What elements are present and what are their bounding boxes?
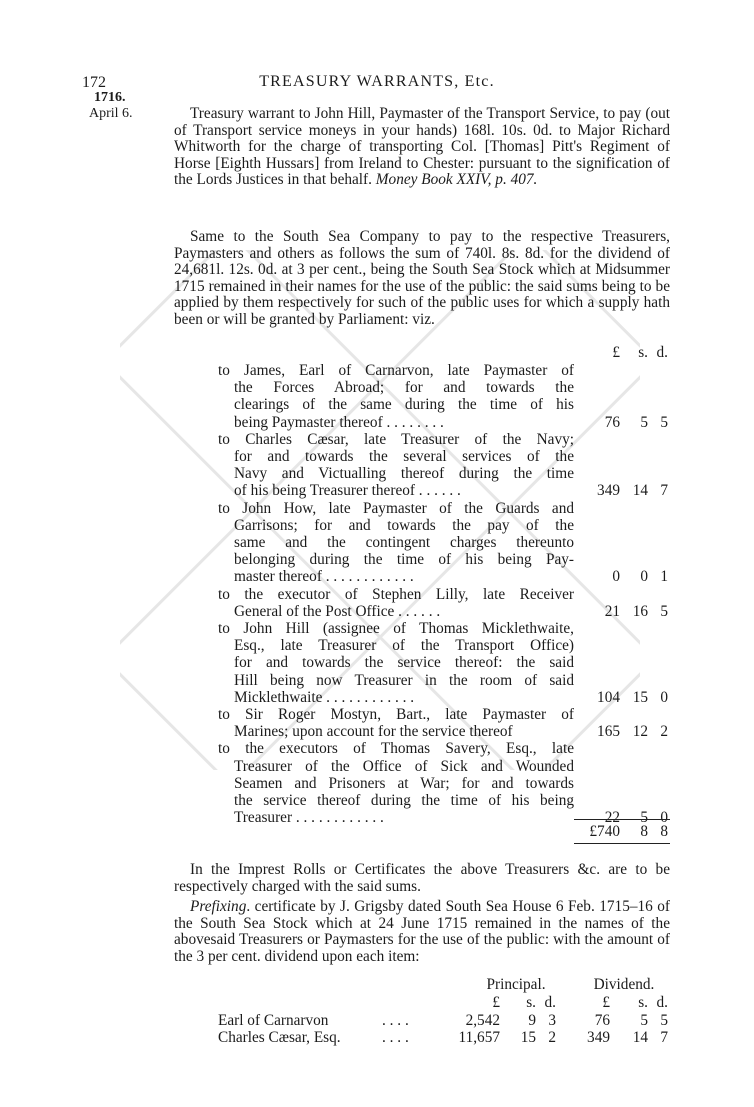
account-item-line: of his being Treasurer thereof . . . . . . — [234, 482, 461, 500]
account-item-line: clearings of the same during the time of his — [234, 396, 574, 414]
account-item-pence: 5 — [660, 602, 668, 620]
account-item-line: same and the contingent charges thereunto — [234, 534, 574, 551]
prefixing-lead: Prefixing — [190, 898, 247, 915]
account-item-line: to John How, late Paymaster of the Guards and — [218, 499, 574, 517]
account-item-line: to Charles Cæsar, late Treasurer of the Navy; — [218, 430, 574, 448]
account-item-line: to Sir Roger Mostyn, Bart., late Paymaster of — [218, 706, 574, 723]
account-item-shilling: 15 — [632, 688, 648, 706]
pence-column-header: d. — [656, 344, 668, 361]
account-item-pence: 0 — [660, 809, 668, 827]
account-item-line: for and towards the several services of the — [234, 448, 574, 465]
principal-shilling-unit: s. — [526, 994, 536, 1011]
account-item-line: Garrisons; for and towards the pay of the — [234, 516, 574, 534]
dividend-shilling-unit: s. — [638, 994, 648, 1011]
margin-date: April 6. — [89, 106, 133, 121]
account-item-line: to John Hill (assignee of Thomas Micklethwaite, — [218, 620, 574, 637]
account-item-line: to the executors of Thomas Savery, Esq., late — [218, 740, 574, 758]
account-item-pence: 2 — [660, 723, 668, 741]
prefixing-paragraph — [174, 899, 670, 965]
dividend-pound-unit: £ — [602, 994, 610, 1011]
margin-year: 1716. — [94, 90, 126, 105]
account-item-line: Marines; upon account for the service thereof — [234, 723, 513, 741]
account-item-pound: 165 — [597, 723, 620, 741]
prefixing-text: . certificate by J. Grigsby dated South Sea House 6 Feb. 1715–16 of the South Sea Stock which at 24 June 1715 remained in the names of the abovesaid Treasurers or Paymasters for the use of the public: with the amount of the 3 per cent. dividend upon each item: — [174, 898, 670, 965]
account-item-shilling: 0 — [640, 568, 648, 586]
south-sea-paragraph: Same to the South Sea Company to pay to the respective Treasurers, Paymasters and others as follows the sum of 740l. 8s. 8d. for the dividend of 24,681l. 12s. 0d. at 3 per cent., being the South Sea Stock which at Midsummer 1715 remained in their names for the use of the public: the said sums being to be applied by them respectively for such of the public uses for which a supply hath been or will be granted by Parliament: viz. — [174, 228, 670, 328]
account-item-line: being Paymaster thereof . . . . . . . . — [234, 413, 444, 431]
account-item-line: Micklethwaite . . . . . . . . . . . . — [234, 688, 415, 706]
principal-header: Principal. — [486, 976, 546, 993]
dividend-account — [218, 344, 670, 844]
certificate-row-leader-dots: . . . . — [382, 1029, 409, 1046]
account-item-line: Seamen and Prisoners at War; for and towards — [234, 774, 574, 792]
dividend-header: Dividend. — [593, 976, 655, 993]
account-item-pence: 0 — [660, 688, 668, 706]
account-item-text — [218, 431, 574, 500]
account-item-shilling: 16 — [632, 602, 648, 620]
certificate-row-leader-dots: . . . . — [382, 1012, 409, 1029]
total-rule-top — [574, 819, 670, 820]
account-item-shilling: 5 — [640, 809, 648, 827]
principal-pence-unit: d. — [544, 994, 556, 1011]
certificate-row-d-shilling: 14 — [632, 1029, 648, 1046]
certificate-row-p-pence: 3 — [548, 1012, 556, 1029]
account-item-line: to James, Earl of Carnarvon, late Paymaster of — [218, 362, 574, 379]
account-item-line: Treasurer . . . . . . . . . . . . — [234, 809, 384, 827]
account-item-shilling: 12 — [632, 723, 648, 741]
account-item-line: Navy and Victualling thereof during the time — [234, 465, 574, 483]
certificate-row-p-pound: 2,542 — [465, 1012, 500, 1029]
account-item-pound: 76 — [604, 413, 620, 431]
warrant-text: Treasury warrant to John Hill, Paymaster of the Transport Service, to pay (out of Transport service moneys in your hands) 168l. 10s. 0d. to Major Richard Whitworth for the charge of transporting Col. [Thomas] Pitt's Regiment of Horse [Eighth Hussars] from Ireland to Chester: pursuant to the signification of the Lords Justices in that behalf. — [174, 105, 670, 189]
total-shilling: 8 — [640, 823, 648, 840]
money-book-reference: Money Book XXIV, p. 407. — [375, 171, 538, 189]
account-item-shilling: 14 — [632, 482, 648, 500]
account-item-pence: 5 — [660, 413, 668, 431]
account-item-line: the Forces Abroad; for and towards the — [234, 379, 574, 397]
total-pound: £740 — [589, 823, 620, 840]
certificate-row-d-shilling: 5 — [640, 1012, 648, 1029]
account-item-line: Esq., late Treasurer of the Transport Office) — [234, 637, 574, 655]
total-rule-bottom — [574, 843, 670, 844]
account-item-pound: 22 — [604, 809, 620, 827]
account-item-line: for and towards the service thereof: the said — [234, 654, 574, 672]
page-number: 172 — [82, 74, 106, 91]
certificate-row-d-pound: 76 — [594, 1012, 610, 1029]
certificate-table — [218, 976, 670, 1096]
account-item-line: Treasurer of the Office of Sick and Wounded — [234, 757, 574, 775]
account-item-text — [218, 740, 574, 826]
certificate-row-p-pound: 11,657 — [458, 1029, 500, 1046]
account-item-line: Hill being now Treasurer in the room of said — [234, 671, 574, 689]
account-item-text — [218, 620, 574, 706]
certificate-row-p-pence: 2 — [548, 1029, 556, 1046]
dividend-pence-unit: d. — [656, 994, 668, 1011]
account-item-line: General of the Post Office . . . . . . — [234, 602, 441, 620]
account-item-pence: 7 — [660, 482, 668, 500]
account-item-pound: 21 — [604, 602, 620, 620]
total-pence: 8 — [660, 823, 668, 840]
account-item-line: the service thereof during the time of his being — [234, 792, 574, 809]
certificate-row-d-pound: 349 — [587, 1029, 610, 1046]
running-title: TREASURY WARRANTS, Etc. — [259, 73, 495, 90]
account-item-shilling: 5 — [640, 413, 648, 431]
certificate-row-p-shilling: 9 — [528, 1012, 536, 1029]
principal-pound-unit: £ — [492, 994, 500, 1011]
certificate-row-name: Earl of Carnarvon — [218, 1012, 329, 1029]
certificate-row-d-pence: 7 — [660, 1029, 668, 1046]
account-item-text — [218, 500, 574, 586]
account-item-pound: 104 — [597, 688, 620, 706]
account-item-pence: 1 — [660, 568, 668, 586]
certificate-row-d-pence: 5 — [660, 1012, 668, 1029]
account-item-text — [218, 706, 574, 740]
certificate-row-name: Charles Cæsar, Esq. — [218, 1029, 341, 1046]
account-item-pound: 0 — [612, 568, 620, 586]
account-item-text — [218, 586, 574, 620]
imprest-paragraph: In the Imprest Rolls or Certificates the above Treasurers &c. are to be respectively charged with the said sums. — [174, 861, 670, 895]
certificate-row-p-shilling: 15 — [520, 1029, 536, 1046]
shilling-column-header: s. — [638, 344, 648, 361]
account-item-pound: 349 — [597, 482, 620, 500]
pound-column-header: £ — [612, 344, 620, 361]
account-item-line: belonging during the time of his being Pay- — [234, 551, 574, 569]
account-item-line: master thereof . . . . . . . . . . . . — [234, 568, 414, 586]
account-item-text — [218, 362, 574, 431]
account-item-line: to the executor of Stephen Lilly, late Receiver — [218, 585, 574, 603]
warrant-paragraph — [174, 106, 670, 189]
